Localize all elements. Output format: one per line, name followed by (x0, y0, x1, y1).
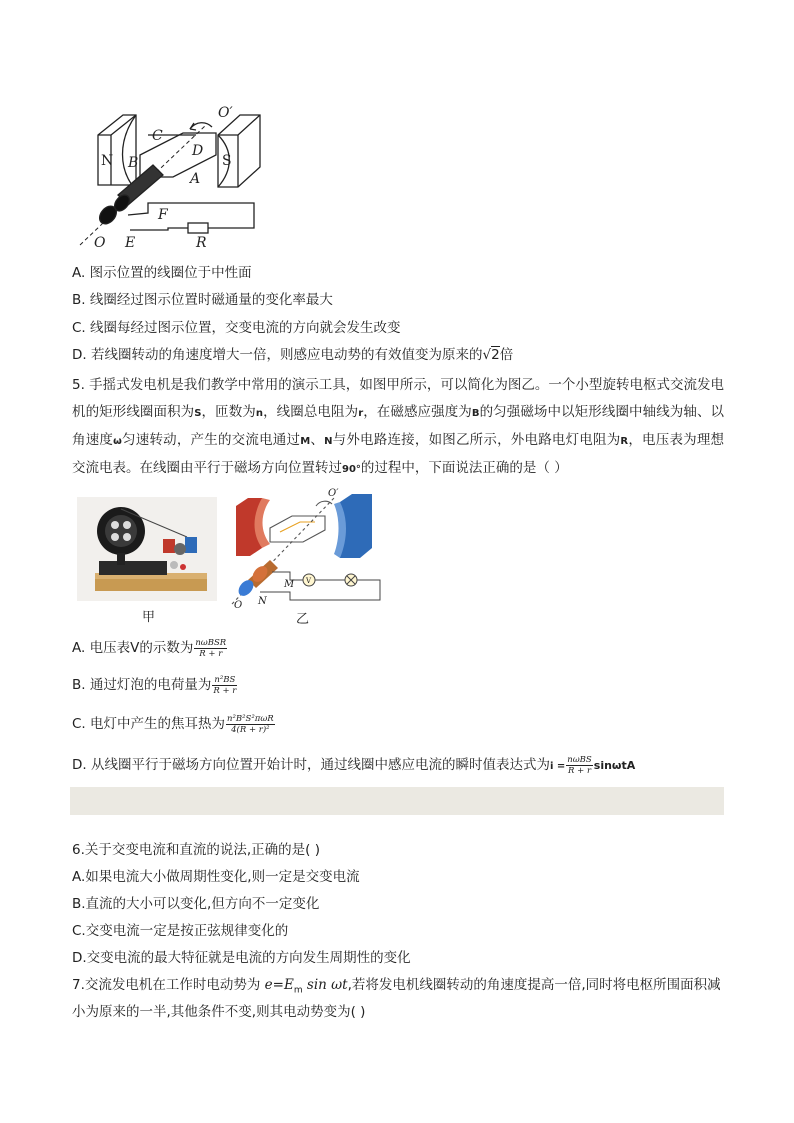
q5-option-d: D. 从线圈平行于磁场方向位置开始计时，通过线圈中感应电流的瞬时值表达式为i = $\frac{\text{nωBS}}{R + r}$ sinωtA (72, 754, 636, 776)
q6-option-c: C.交变电流一定是按正弦规律变化的 (72, 923, 289, 939)
label-o-prime: O′ (218, 105, 233, 121)
caption-jia: 甲 (142, 610, 156, 625)
q4-option-b: B. 线圈经过图示位置时磁通量的变化率最大 (72, 292, 333, 308)
q4-option-d-text: D. 若线圈转动的角速度增大一倍，则感应电动势的有效值变为原来的 (72, 347, 483, 363)
generator-diagram-2 (230, 488, 390, 608)
q5-option-a: A. 电压表V的示数为 $\frac{\text{nωBSR}}{R + r}$ (72, 637, 227, 659)
label-o-prime-2: O′ (328, 488, 339, 499)
label-a: A (190, 171, 201, 187)
q5-stem: 5. 手摇式发电机是我们教学中常用的演示工具，如图甲所示，可以简化为图乙。一个小型旋转电枢式交流发电机的矩形线圈面积为S，匝数为n，线圈总电阻为r，在磁感应强度为B的匀强磁场中以矩形线圈中轴线为轴、以角速度ω匀速转动，产生的交流电通过M、N与外电路连接，如图乙所示，外电路电灯电阻为R，电压表为理想交流电表。在线圈由平行于磁场方向位置转过90°的过程中，下面说法正确的是（ ） (72, 377, 725, 476)
q7-stem-line2: 小为原来的一半,其他条件不变,则其电动势变为( ) (72, 1004, 366, 1020)
label-o-2: O (234, 600, 243, 608)
label-o: O (94, 235, 106, 251)
label-d: D (192, 143, 204, 159)
label-e: E (125, 235, 136, 251)
label-f: F (158, 207, 168, 223)
generator-diagram-1 (78, 95, 268, 255)
q4-option-c: C. 线圈每经过图示位置，交变电流的方向就会发生改变 (72, 320, 401, 336)
label-c: C (152, 128, 163, 144)
sqrt2: √2 (482, 347, 500, 363)
q6-stem: 6.关于交变电流和直流的说法,正确的是( ) (72, 842, 320, 858)
photo-hand-generator (77, 497, 217, 601)
q4-option-d (72, 345, 513, 365)
q5-option-b: B. 通过灯泡的电荷量为 $\frac{\text{n²BS}}{R + r}$ (72, 674, 237, 696)
q4-option-a: A. 图示位置的线圈位于中性面 (72, 265, 252, 281)
q6-option-b: B.直流的大小可以变化,但方向不一定变化 (72, 896, 320, 912)
caption-yi: 乙 (296, 612, 310, 627)
q4-option-d-tail: 倍 (499, 347, 514, 363)
label-v: V (306, 577, 312, 585)
label-m: M (284, 579, 295, 590)
q6-option-a: A.如果电流大小做周期性变化,则一定是交变电流 (72, 869, 360, 885)
q5-option-c: C. 电灯中产生的焦耳热为 $\frac{\text{n²B²S²πωR}}{\text{4(R + r)²}}$ (72, 713, 274, 735)
label-b: B (128, 155, 139, 171)
label-r: R (196, 235, 207, 251)
q6-option-d: D.交变电流的最大特征就是电流的方向发生周期性的变化 (72, 950, 411, 966)
label-n-2: N (258, 596, 267, 607)
q7-stem: 7.交流发电机在工作时电动势为 $e=E_m$ sin ωt,若将发电机线圈转动的角速度提高一倍,同时将电枢所围面积减 (72, 977, 721, 996)
separator-band (70, 787, 724, 815)
label-n: N (101, 153, 114, 169)
label-s: S (222, 153, 232, 169)
